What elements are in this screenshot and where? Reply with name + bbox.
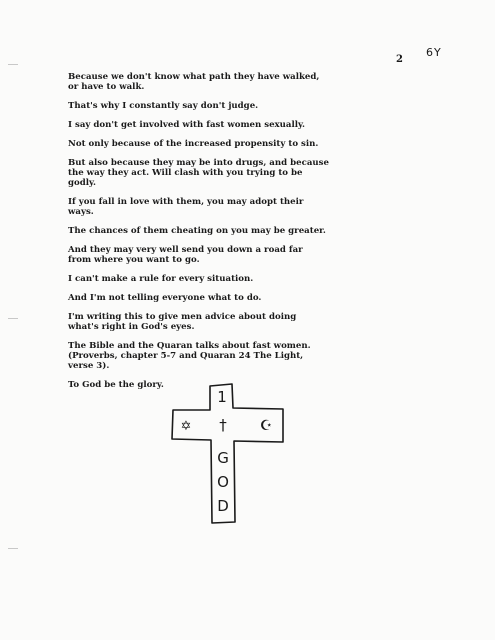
cross-drawing xyxy=(160,380,310,530)
page-number: 2 xyxy=(396,54,403,65)
cross-letter: D xyxy=(217,497,229,515)
paragraph: Not only because of the increased propensity to sin. xyxy=(68,139,319,149)
cross-number: 1 xyxy=(217,388,227,406)
scan-edge-mark xyxy=(8,548,18,549)
paragraph: But also because they may be into drugs, and because the way they act. Will clash with you trying to be godly. xyxy=(68,158,329,188)
handwritten-page-mark: 6Y xyxy=(426,46,442,59)
body-text xyxy=(68,72,428,399)
paragraph: And I'm not telling everyone what to do. xyxy=(68,293,262,303)
crescent-star-icon: ☪ xyxy=(259,418,273,434)
paragraph: I'm writing this to give men advice about doing what's right in God's eyes. xyxy=(68,312,297,332)
scan-edge-mark xyxy=(8,318,18,319)
paragraph: To God be the glory. xyxy=(68,380,164,390)
cross-letter: G xyxy=(217,449,229,467)
paragraph: Because we don't know what path they have walked, or have to walk. xyxy=(68,72,320,92)
christian-cross-icon: † xyxy=(219,416,227,434)
paragraph: The chances of them cheating on you may be greater. xyxy=(68,226,326,236)
paragraph: That's why I constantly say don't judge. xyxy=(68,101,259,111)
cross-letter: O xyxy=(217,473,229,491)
star-of-david-icon: ✡ xyxy=(180,419,192,434)
paragraph: And they may very well send you down a road far from where you want to go. xyxy=(68,245,303,265)
paragraph: The Bible and the Quaran talks about fast women. (Proverbs, chapter 5-7 and Quaran 24 The Light, verse 3). xyxy=(68,341,311,371)
scan-edge-mark xyxy=(8,64,18,65)
paragraph: If you fall in love with them, you may adopt their ways. xyxy=(68,197,304,217)
paragraph: I say don't get involved with fast women sexually. xyxy=(68,120,306,130)
paragraph: I can't make a rule for every situation. xyxy=(68,274,254,284)
